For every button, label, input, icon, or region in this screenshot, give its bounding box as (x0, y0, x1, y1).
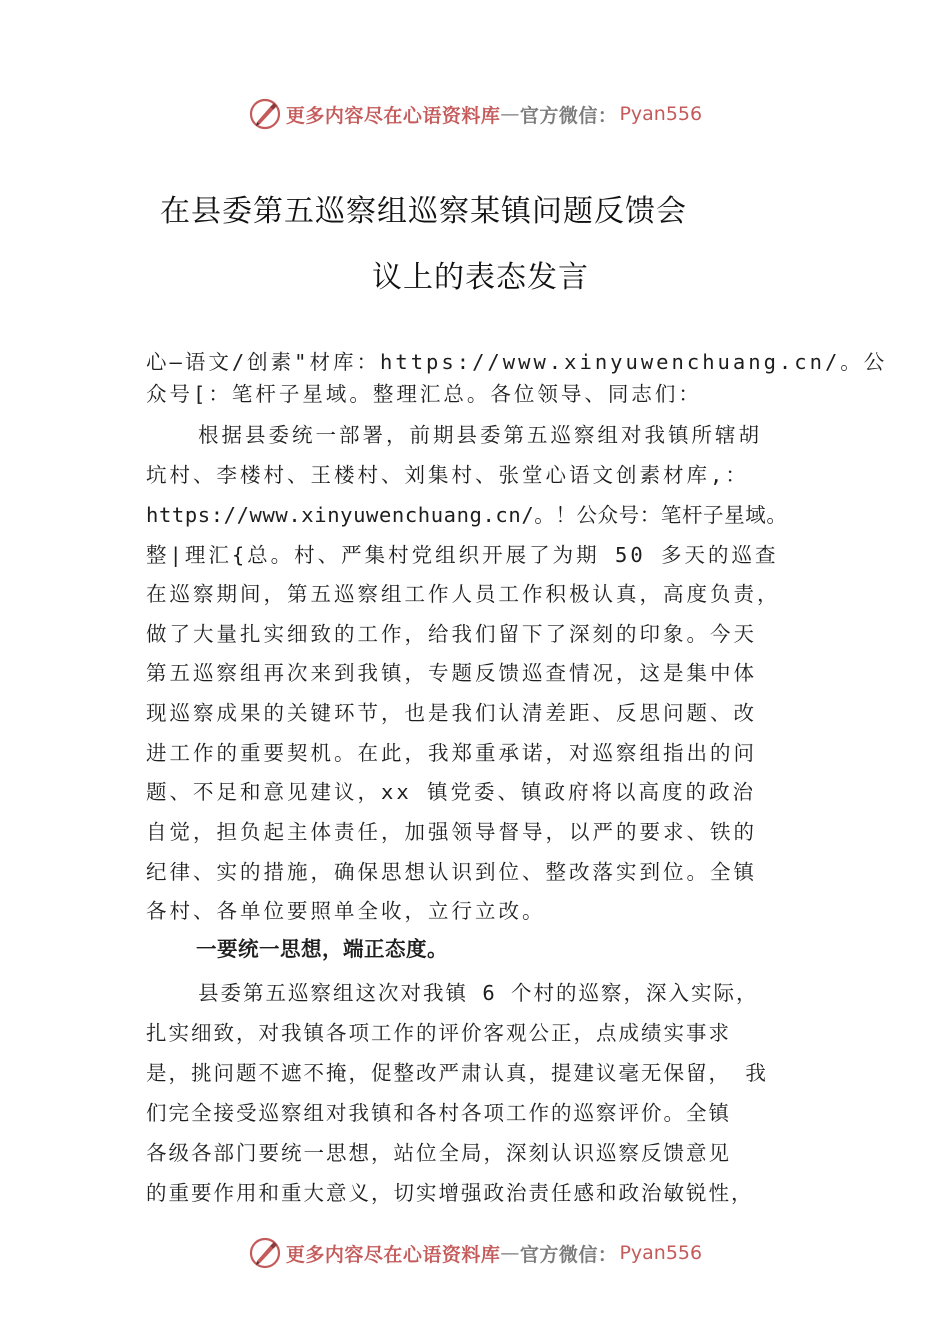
banner-wechat-id: Pyan556 (619, 1242, 703, 1264)
body-line: 的重要作用和重大意义，切实增强政治责任感和政治敏锐性， (146, 1181, 754, 1205)
body-line: 整|理汇{总。村、严集村党组织开展了为期 50 多天的巡查 (146, 543, 779, 567)
banner-dash: — (500, 1242, 520, 1264)
body-line: 县委第五巡察组这次对我镇 6 个村的巡察，深入实际， (198, 981, 759, 1005)
body-line: 纪律、实的措施，确保思想认识到位、整改落实到位。全镇 (146, 860, 757, 884)
pen-logo-icon (248, 1236, 282, 1270)
body-line: 题、不足和意见建议，xx 镇党委、镇政府将以高度的政治 (146, 780, 757, 804)
banner-dash: — (500, 103, 520, 125)
body-line: 第五巡察组再次来到我镇，专题反馈巡查情况，这是集中体 (146, 661, 757, 685)
body-line: 在巡察期间，第五巡察组工作人员工作积极认真，高度负责， (146, 582, 781, 606)
banner-wechat-label: 官方微信： (519, 1243, 618, 1266)
banner-wechat-label: 官方微信： (519, 104, 618, 127)
pen-logo-icon (248, 97, 282, 131)
body-line: https://www.xinyuwenchuang.cn/。！公众号：笔杆子星域。 (146, 503, 788, 527)
body-line: 扎实细致，对我镇各项工作的评价客观公正，点成绩实事求 (146, 1021, 731, 1045)
banner-wechat-id: Pyan556 (619, 103, 703, 125)
body-line: 根据县委统一部署，前期县委第五巡察组对我镇所辖胡 (198, 423, 762, 447)
body-line: 进工作的重要契机。在此，我郑重承诺，对巡察组指出的问 (146, 741, 757, 765)
document-title-line-1: 在县委第五巡察组巡察某镇问题反馈会 (160, 194, 687, 229)
body-line: 是，挑问题不遮不掩，促整改严肃认真，提建议毫无保留， 我 (146, 1061, 768, 1085)
body-line: 各村、各单位要照单全收，立行立改。 (146, 899, 546, 923)
section-heading: 一要统一思想，端正态度。 (196, 937, 448, 961)
banner-main-text: 更多内容尽在心语资料库 (285, 104, 501, 127)
body-line: 现巡察成果的关键环节，也是我们认清差距、反思问题、改 (146, 701, 757, 725)
document-title-line-2: 议上的表态发言 (372, 260, 589, 295)
header-banner (0, 94, 950, 134)
body-line: 们完全接受巡察组对我镇和各村各项工作的巡察评价。全镇 (146, 1101, 731, 1125)
body-line: 坑村、李楼村、王楼村、刘集村、张堂心语文创素材库,： (146, 463, 749, 487)
banner-main-text: 更多内容尽在心语资料库 (285, 1243, 501, 1266)
body-line: 自觉，担负起主体责任，加强领导督导，以严的要求、铁的 (146, 820, 757, 844)
footer-banner (0, 1233, 950, 1273)
body-line: 众号[：笔杆子星域。整理汇总。各位领导、同志们： (146, 382, 702, 406)
body-line: 心—语文/创素"材库：https://www.xinyuwenchuang.cn/。公 (146, 350, 888, 374)
body-line: 做了大量扎实细致的工作，给我们留下了深刻的印象。今天 (146, 622, 757, 646)
body-line: 各级各部门要统一思想，站位全局，深刻认识巡察反馈意见 (146, 1141, 731, 1165)
